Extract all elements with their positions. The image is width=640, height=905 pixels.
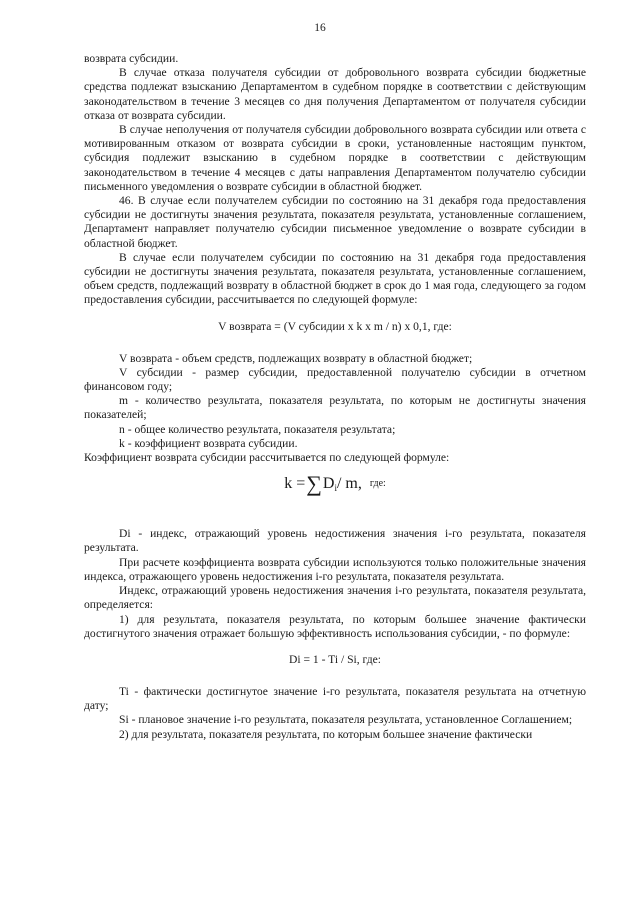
definition-v-subsidy: V субсидии - размер субсидии, предоставленной получателю субсидии в отчетном финансовом году;	[84, 365, 586, 394]
formula-k-where: где:	[369, 478, 386, 490]
paragraph-7: Di - индекс, отражающий уровень недостижения значения i-го результата, показателя результата.	[84, 527, 586, 555]
formula-k-term: D	[322, 475, 335, 493]
sum-sign: ∑	[306, 471, 322, 497]
definition-n: n - общее количество результата, показателя результата;	[119, 422, 396, 436]
page-number: 16	[314, 22, 326, 34]
formula-return-volume: V возврата = (V субсидии x k x m / n) x 0,1, где:	[218, 319, 452, 333]
paragraph-2: В случае отказа получателя субсидии от добровольного возврата субсидии бюджетные средства подлежат взысканию Департаментом в судебном порядке в соответствии с действующим законодательством в течение 3 месяцев со дня получения Департаментом от получателя субсидии отказа от возврата субсидии.	[84, 66, 586, 122]
definition-m: m - количество результата, показателя результата, по которым не достигнуты значения показателей;	[84, 394, 586, 422]
formula-k-subscript: i	[334, 483, 337, 494]
paragraph-1: возврата субсидии.	[84, 52, 179, 65]
paragraph-12: Si - плановое значение i-го результата, показателя результата, установленное Соглашением;	[119, 713, 573, 727]
formula-k-rest: / m,	[336, 475, 362, 493]
document-body	[84, 52, 586, 742]
paragraph-4: 46. В случае если получателем субсидии по состоянию на 31 декабря года предоставления субсидии не достигнуты значения результата, показателя результата, установленные соглашением, Департамент направляет получателю субсидии письменное уведомление о возврате субсидии в областной бюджет.	[84, 194, 586, 250]
definition-k: k - коэффициент возврата субсидии.	[119, 436, 298, 450]
paragraph-9: Индекс, отражающий уровень недостижения значения i-го результата, показателя результата, определяется:	[84, 584, 586, 612]
paragraph-8: При расчете коэффициента возврата субсидии используются только положительные значения индекса, отражающего уровень недостижения i-го результата, показателя результата.	[84, 555, 586, 583]
paragraph-13: 2) для результата, показателя результата, по которым большее значение фактически	[119, 727, 533, 741]
paragraph-5: В случае если получателем субсидии по состоянию на 31 декабря года предоставления субсидии не достигнуты значения результата, показателя результата, установленные соглашением, объем средств, подлежащий возврату в областной бюджет в срок до 1 мая года, следующего за годом предоставления субсидии, рассчитывается по следующей формуле:	[84, 250, 586, 307]
formula-k-coefficient	[84, 471, 586, 517]
definition-v-return: V возврата - объем средств, подлежащих возврату в областной бюджет;	[119, 351, 473, 365]
paragraph-3: В случае неполучения от получателя субсидии добровольного возврата субсидии или ответа с мотивированным отказом от возврата субсидии в сроки, установленные настоящим пунктом, субсидия подлежит взысканию в судебном порядке в соответствии с действующим законодательством в течение 4 месяцев с даты направления Департаментом получателю субсидии письменного уведомления о возврате субсидии в областной бюджет.	[84, 123, 586, 193]
paragraph-11: Ti - фактически достигнутое значение i-го результата, показателя результата на отчетную дату;	[84, 684, 586, 713]
formula-k-lhs: k =	[284, 475, 306, 493]
formula-di: Di = 1 - Ti / Si, где:	[289, 652, 381, 666]
paragraph-10: 1) для результата, показателя результата, по которым большее значение фактически достигнутого значения отражает большую эффективность использования субсидии, - по формуле:	[84, 612, 586, 640]
paragraph-6: Коэффициент возврата субсидии рассчитывается по следующей формуле:	[84, 451, 450, 465]
